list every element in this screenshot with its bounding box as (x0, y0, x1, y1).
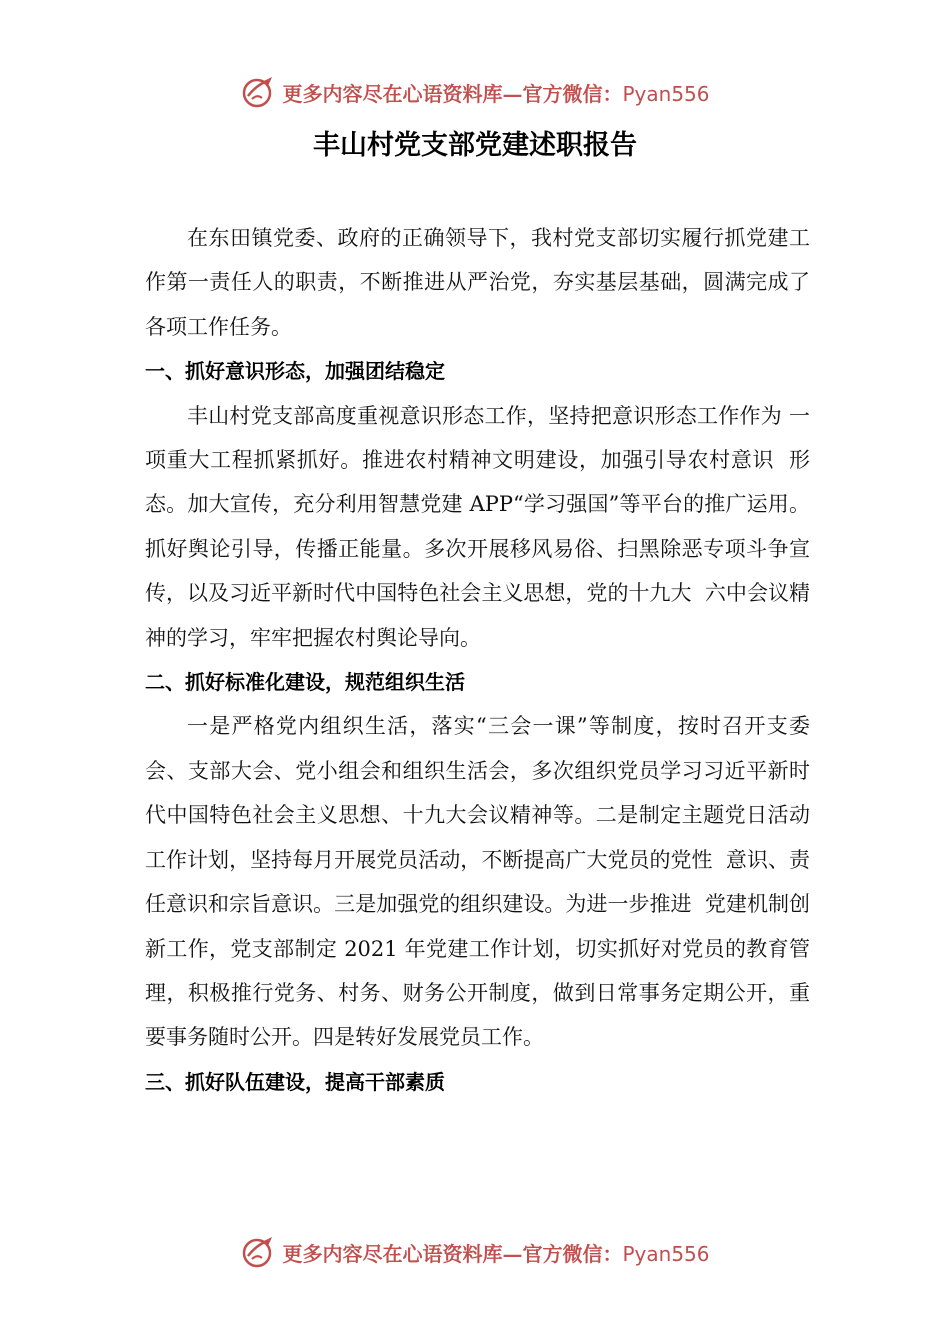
document-title: 丰山村党支部党建述职报告 (313, 130, 637, 161)
section-body-1: 丰山村党支部高度重视意识形态工作，坚持把意识形态工作作为 一项重大工程抓紧抓好。推进农村精神文明建设，加强引导农村意识 形态。加大宣传，充分利用智慧党建 APP“学习强国”等平台的推广运用。抓好舆论引导，传播正能量。多次开展移风易俗、扫黑除恶专项斗争宣传，以及习近平新时代中国特色社会主义思想，党的十九大 六中会议精神的学习，牢牢把握农村舆论导向。 (145, 403, 810, 650)
pen-logo-icon (240, 74, 276, 110)
watermark-banner-top (0, 72, 950, 112)
watermark-wechat-id: Pyan556 (622, 81, 710, 106)
pen-logo-icon (240, 1234, 276, 1270)
watermark-banner-bottom (0, 1232, 950, 1272)
watermark-text: 更多内容尽在心语资料库—官方微信： (282, 1241, 623, 1266)
section-heading-2: 二、抓好标准化建设，规范组织生活 (145, 670, 465, 695)
section-body-2: 一是严格党内组织生活，落实“三会一课”等制度，按时召开支委会、支部大会、党小组会和组织生活会，多次组织党员学习习近平新时代中国特色社会主义思想、十九大会议精神等。二是制定主题党日活动工作计划，坚持每月开展党员活动，不断提高广大党员的党性 意识、责任意识和宗旨意识。三是加强党的组织建设。为进一步推进 党建机制创新工作，党支部制定 2021 年党建工作计划，切实抓好对党员的教育管理，积极推行党务、村务、财务公开制度，做到日常事务定期公开，重要事务随时公开。四是转好发展党员工作。 (145, 714, 810, 1050)
intro-paragraph: 在东田镇党委、政府的正确领导下，我村党支部切实履行抓党建工作第一责任人的职责，不断推进从严治党，夯实基层基础，圆满完成了各项工作任务。 (145, 226, 810, 339)
watermark-wechat-id: Pyan556 (622, 1241, 710, 1266)
section-heading-1: 一、抓好意识形态，加强团结稳定 (145, 359, 445, 384)
document-body (145, 216, 810, 1104)
watermark-text: 更多内容尽在心语资料库—官方微信： (282, 81, 623, 106)
section-heading-3: 三、抓好队伍建设，提高干部素质 (145, 1069, 445, 1094)
